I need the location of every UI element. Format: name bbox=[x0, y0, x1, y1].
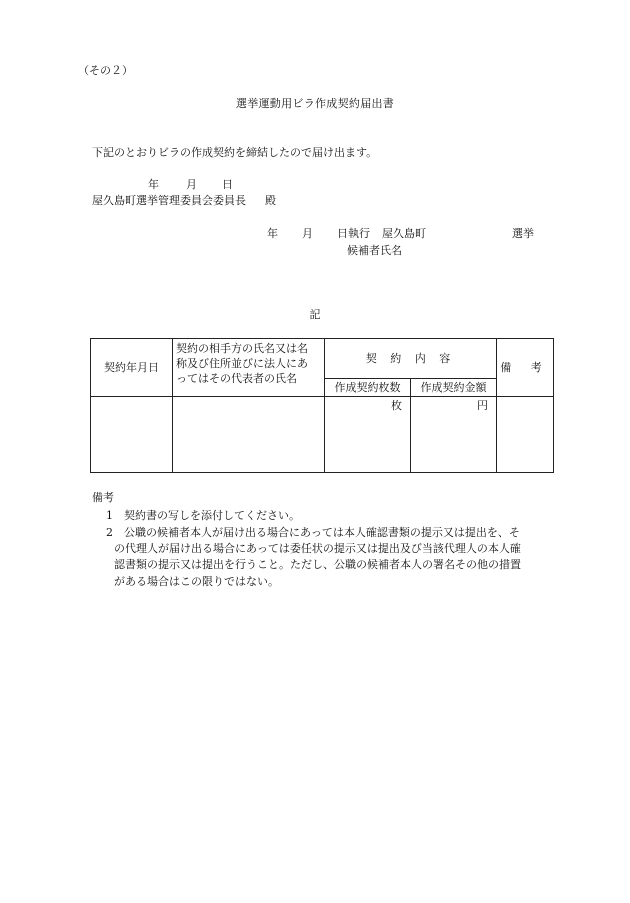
election-month-label: 月 bbox=[302, 227, 313, 240]
note-number: 2 bbox=[106, 526, 113, 539]
header-contract-party-line: ってはその代表者の氏名 bbox=[176, 372, 297, 385]
header-contract-date: 契約年月日 bbox=[91, 339, 173, 397]
notes-heading: 備考 bbox=[92, 491, 114, 504]
submission-year-label: 年 bbox=[148, 178, 159, 191]
note-line: 認書類の提示又は提出を行うこと。ただし、公職の候補者本人の署名その他の措置 bbox=[114, 558, 521, 571]
submission-month-label: 月 bbox=[186, 178, 197, 191]
cell-contract-count[interactable] bbox=[325, 397, 411, 473]
header-contract-count: 作成契約枚数 bbox=[325, 379, 411, 397]
header-contract-amount: 作成契約金額 bbox=[411, 379, 497, 397]
note-line: 公職の候補者本人が届け出る場合にあっては本人確認書類の提示又は提出を、そ bbox=[124, 526, 520, 539]
intro-text: 下記のとおりビラの作成契約を締結したので届け出ます。 bbox=[92, 146, 378, 159]
submission-day-label: 日 bbox=[222, 178, 233, 191]
header-contract-party-line: 称及び住所並びに法人にあ bbox=[176, 357, 308, 370]
cell-remarks[interactable] bbox=[497, 397, 554, 473]
addressee-name: 屋久島町選挙管理委員会委員長 bbox=[92, 194, 246, 207]
header-contract-party-line: 契約の相手方の氏名又は名 bbox=[176, 342, 308, 355]
cell-contract-date[interactable] bbox=[91, 397, 173, 473]
election-year-label: 年 bbox=[267, 227, 278, 240]
ki-heading: 記 bbox=[309, 308, 321, 321]
election-label: 選挙 bbox=[512, 227, 534, 240]
note-number: 1 bbox=[106, 509, 113, 522]
election-day-label: 日執行 bbox=[337, 227, 370, 240]
document-title: 選挙運動用ビラ作成契約届出書 bbox=[235, 97, 395, 110]
count-unit-label: 枚 bbox=[391, 399, 402, 412]
addressee-suffix: 殿 bbox=[265, 194, 276, 207]
note-line: の代理人が届け出る場合にあっては委任状の提示又は提出及び当該代理人の本人確 bbox=[114, 542, 521, 555]
form-number: （その２） bbox=[78, 64, 133, 77]
amount-unit-label: 円 bbox=[477, 399, 488, 412]
note-line: 契約書の写しを添付してください。 bbox=[124, 509, 300, 522]
note-line: がある場合はこの限りではない。 bbox=[114, 575, 279, 588]
election-town: 屋久島町 bbox=[382, 227, 426, 240]
header-contract-content: 契 約 内 容 bbox=[325, 339, 497, 379]
cell-contract-party[interactable] bbox=[173, 397, 325, 473]
candidate-name-label: 候補者氏名 bbox=[347, 244, 402, 257]
header-contract-party bbox=[173, 339, 325, 397]
header-remarks: 備 考 bbox=[497, 339, 554, 397]
contract-table bbox=[90, 338, 554, 473]
cell-contract-amount[interactable] bbox=[411, 397, 497, 473]
